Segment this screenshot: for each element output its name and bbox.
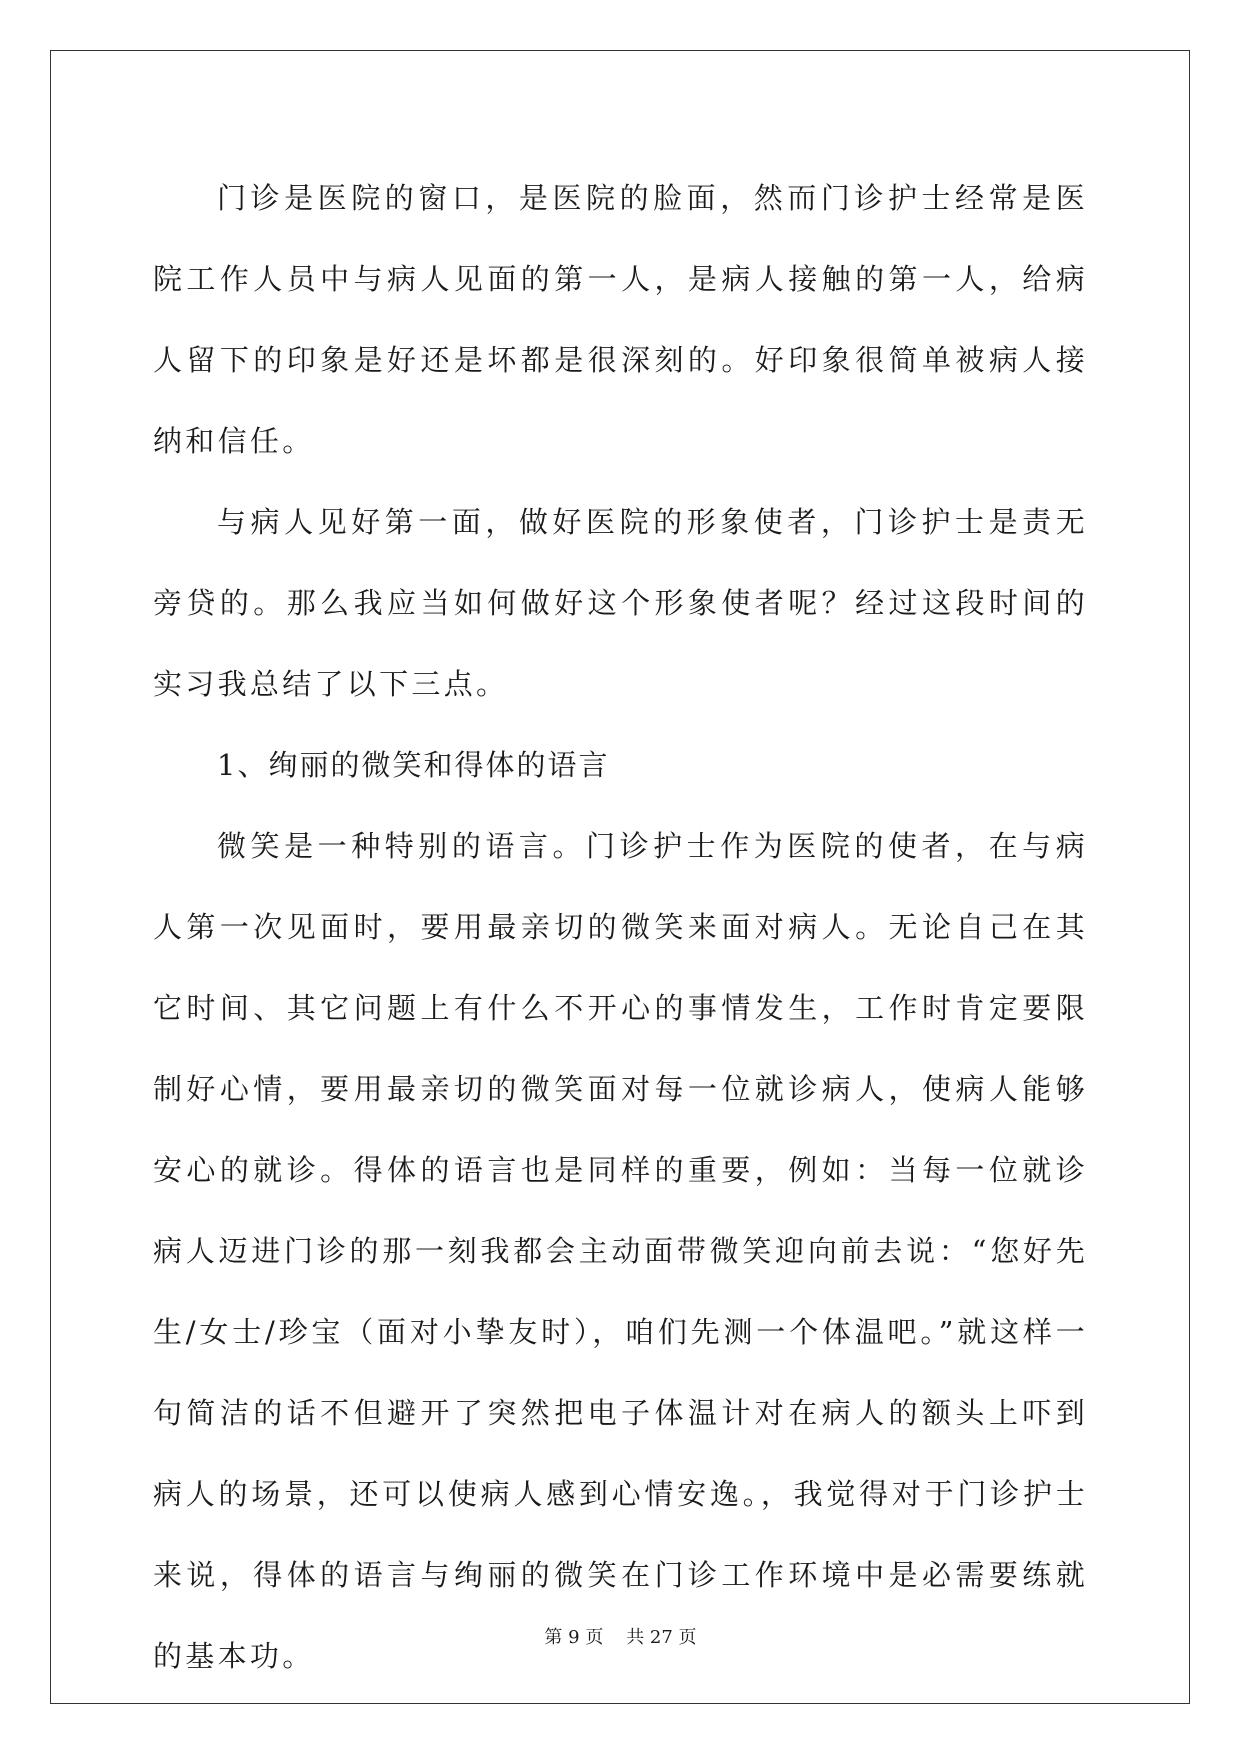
paragraph-image-ambassador: 与病人见好第一面，做好医院的形象使者，门诊护士是责无旁贷的。那么我应当如何做好这个形象使者呢？经过这段时间的实习我总结了以下三点。 [153, 505, 1088, 701]
section-heading-smile-language: 1、绚丽的微笑和得体的语言 [217, 748, 610, 782]
paragraph-smile: 微笑是一种特别的语言。门诊护士作为医院的使者，在与病人第一次见面时，要用最亲切的微笑来面对病人。无论自己在其它时间、其它问题上有什么不开心的事情发生，工作时肯定要限制好心情，要用最亲切的微笑面对每一位就诊病人，使病人能够安心的就诊。得体的语言也是同样的重要，例如：当每一位就诊病人迈进门诊的那一刻我都会主动面带微笑迎向前去说：“您好先生/女士/珍宝（面对小挚友时），咱们先测一个体温吧。”就这样一句简洁的话不但避开了突然把电子体温计对在病人的额头上吓到病人的场景，还可以使病人感到心情安逸。，我觉得对于门诊护士来说，得体的语言与绚丽的微笑在门诊工作环境中是必需要练就的基本功。 [153, 829, 1088, 1673]
paragraph-intro: 门诊是医院的窗口，是医院的脸面，然而门诊护士经常是医院工作人员中与病人见面的第一人，是病人接触的第一人，给病人留下的印象是好还是坏都是很深刻的。好印象很简单被病人接纳和信任。 [153, 181, 1088, 458]
document-body [153, 158, 1088, 1697]
page-number: 第 9 页 共 27 页 [544, 1627, 697, 1648]
